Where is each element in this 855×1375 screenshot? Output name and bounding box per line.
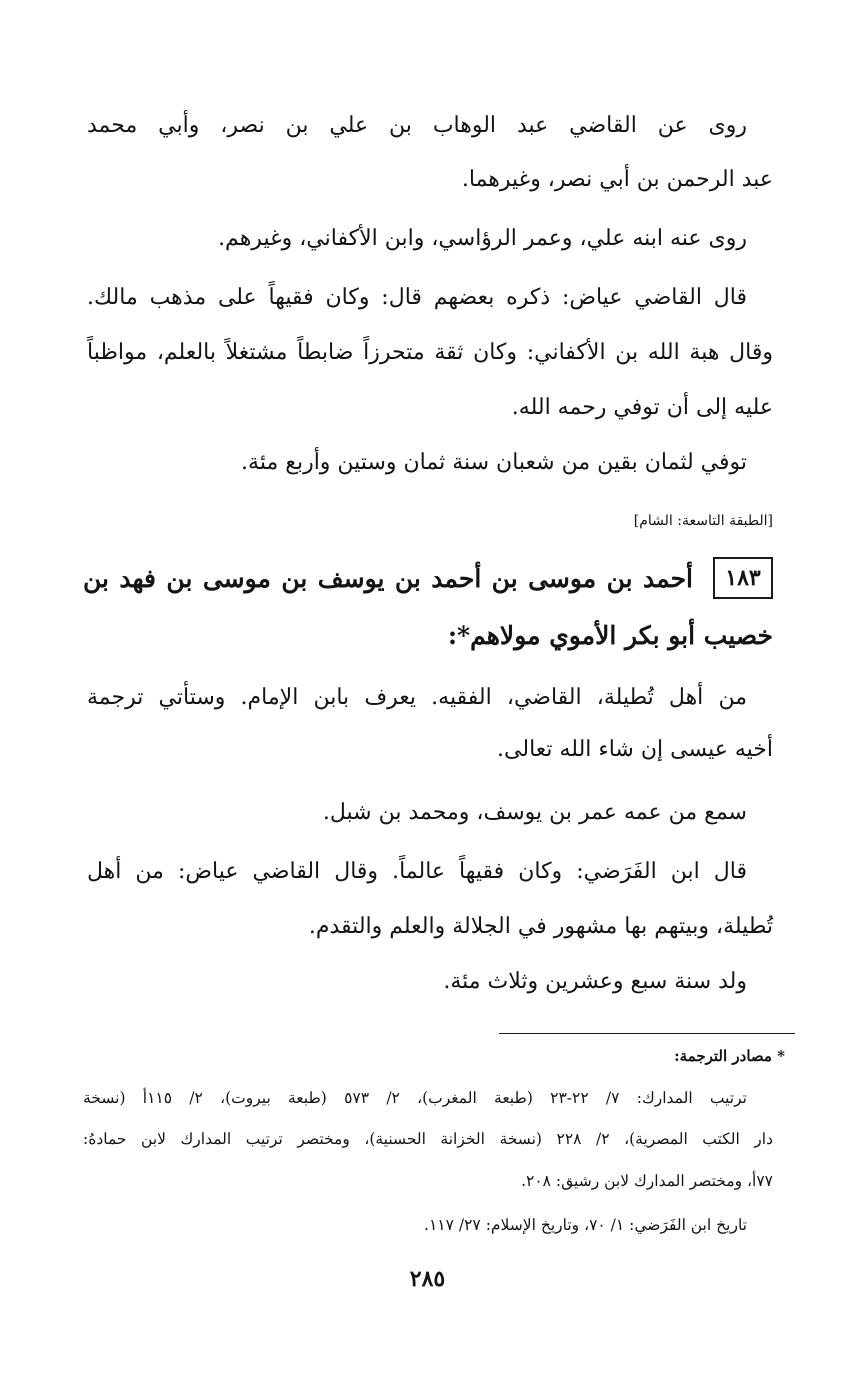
page-number: ٢٨٥ — [409, 1266, 446, 1292]
body-line: توفي لثمان بقين من شعبان سنة ثمان وستين وأربع مئة. — [241, 450, 747, 475]
body-line: عبد الرحمن بن أبي نصر، وغيرهما. — [461, 167, 773, 192]
section-marker: [الطبقة التاسعة: الشام] — [633, 513, 773, 529]
entry-number: ١٨٣ — [725, 565, 761, 591]
footnote-line: دار الكتب المصرية)، ٢/ ٢٢٨ (نسخة الخزانة الحسنية)، ومختصر ترتيب المدارك لابن حمادهُ: — [83, 1130, 773, 1148]
body-line: عليه إلى أن توفي رحمه الله. — [511, 395, 773, 420]
footnote-line: ترتيب المدارك: ٧/ ٢٢-٢٣ (طبعة المغرب)، ٢/ ٥٧٣ (طبعة بيروت)، ٢/ ١١٥أ (نسخة — [83, 1089, 747, 1107]
body-line: أخيه عيسى إن شاء الله تعالى. — [497, 737, 773, 762]
body-line: قال القاضي عياض: ذكره بعضهم قال: وكان فقيهاً على مذهب مالك. — [87, 285, 747, 310]
body-line: روى عن القاضي عبد الوهاب بن علي بن نصر، وأبي محمد — [87, 113, 747, 138]
body-line: وقال هبة الله بن الأكفاني: وكان ثقة متحرزاً ضابطاً مشتغلاً بالعلم، مواظباً — [87, 340, 774, 365]
footnote-line: تاريخ ابن الفَرَضي: ١/ ٧٠، وتاريخ الإسلام: ٢٧/ ١١٧. — [424, 1216, 747, 1234]
entry-heading-line: خصيب أبو بكر الأموي مولاهم*: — [447, 621, 773, 650]
body-line: سمع من عمه عمر بن يوسف، ومحمد بن شبل. — [322, 800, 747, 825]
body-line: من أهل تُطيلة، القاضي، الفقيه. يعرف بابن الإمام. وستأتي ترجمة — [87, 685, 747, 710]
footnote-title: * مصادر الترجمة: — [674, 1047, 785, 1065]
body-line: قال ابن الفَرَضي: وكان فقيهاً عالماً. وقال القاضي عياض: من أهل — [87, 859, 747, 884]
body-line: تُطيلة، وبيتهم بها مشهور في الجلالة والعلم والتقدم. — [308, 914, 773, 939]
body-line: روى عنه ابنه علي، وعمر الرؤاسي، وابن الأكفاني، وغيرهم. — [218, 226, 747, 251]
footnote-rule — [499, 1033, 795, 1034]
entry-heading-line: أحمد بن موسى بن أحمد بن يوسف بن موسى بن فهد بن — [83, 564, 693, 593]
body-line: ولد سنة سبع وعشرين وثلاث مئة. — [443, 969, 747, 994]
entry-number-box — [713, 557, 773, 599]
footnote-line: ٧٧أ، ومختصر المدارك لابن رشيق: ٢٠٨. — [521, 1172, 773, 1190]
